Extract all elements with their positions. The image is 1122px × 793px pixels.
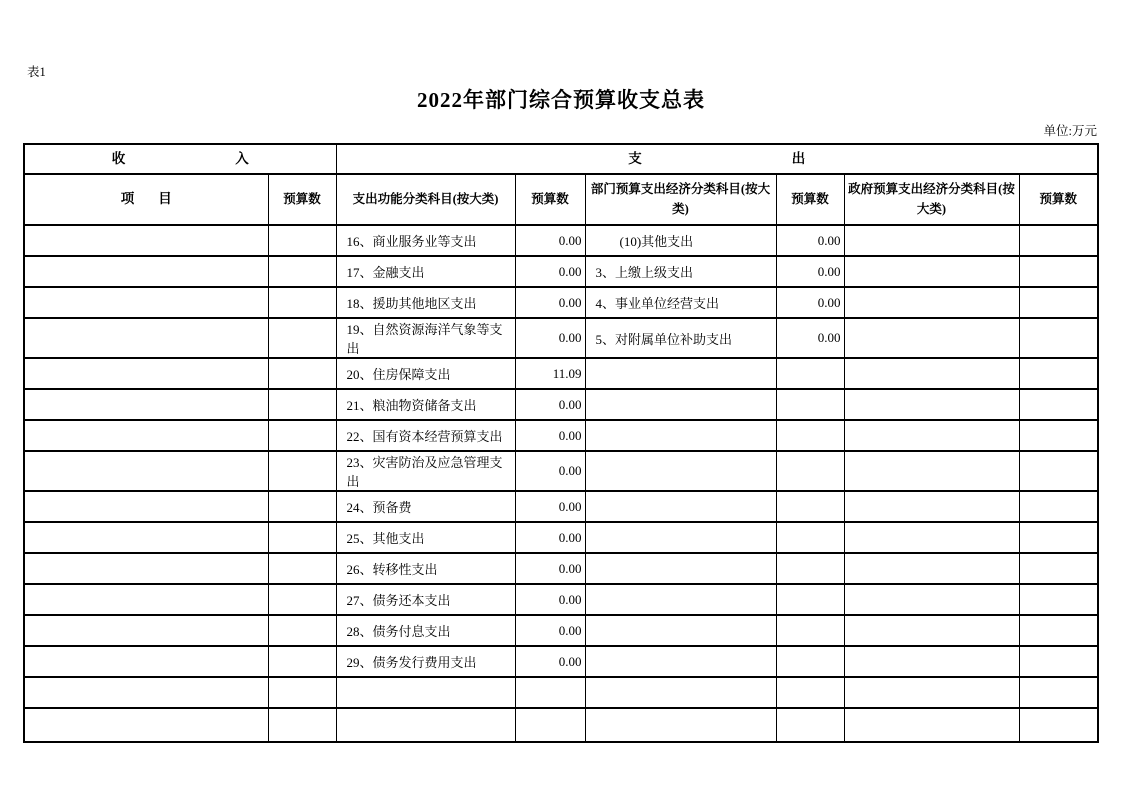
table-row	[24, 646, 1098, 677]
income-budget-cell	[268, 491, 336, 522]
dept-econ-budget-cell	[776, 646, 844, 677]
income-item-cell	[24, 358, 268, 389]
func-item-cell: 29、债务发行费用支出	[336, 646, 515, 677]
income-budget-cell	[268, 358, 336, 389]
gov-econ-item-cell	[844, 451, 1019, 491]
table-row	[24, 677, 1098, 708]
dept-econ-item-cell: 4、事业单位经营支出	[585, 287, 776, 318]
income-item-cell	[24, 225, 268, 256]
income-item-cell	[24, 584, 268, 615]
dept-econ-budget-cell	[776, 677, 844, 708]
gov-econ-budget-cell	[1019, 553, 1098, 584]
gov-econ-item-cell	[844, 646, 1019, 677]
income-budget-cell	[268, 646, 336, 677]
func-item-cell: 20、住房保障支出	[336, 358, 515, 389]
column-header-row	[24, 174, 1098, 225]
income-item-cell	[24, 491, 268, 522]
dept-econ-budget-cell: 0.00	[776, 256, 844, 287]
table-row	[24, 615, 1098, 646]
income-item-cell	[24, 553, 268, 584]
func-item-cell: 16、商业服务业等支出	[336, 225, 515, 256]
dept-econ-item-cell: 5、对附属单位补助支出	[585, 318, 776, 358]
gov-econ-budget-cell	[1019, 708, 1098, 742]
expenditure-section-label: 支 出	[628, 150, 806, 166]
dept-econ-item-cell	[585, 584, 776, 615]
income-item-cell	[24, 451, 268, 491]
income-budget-cell	[268, 522, 336, 553]
table-header	[24, 144, 1098, 225]
gov-econ-item-cell	[844, 584, 1019, 615]
gov-econ-item-cell	[844, 491, 1019, 522]
dept-econ-budget-cell	[776, 553, 844, 584]
dept-econ-item-cell: 3、上缴上级支出	[585, 256, 776, 287]
income-section-header	[24, 144, 336, 174]
func-item-cell: 17、金融支出	[336, 256, 515, 287]
dept-econ-item-cell	[585, 358, 776, 389]
func-budget-cell: 0.00	[515, 584, 585, 615]
func-budget-cell: 0.00	[515, 451, 585, 491]
func-item-cell: 26、转移性支出	[336, 553, 515, 584]
income-item-cell	[24, 420, 268, 451]
gov-econ-item-cell	[844, 615, 1019, 646]
dept-econ-item-cell	[585, 451, 776, 491]
func-item-cell: 25、其他支出	[336, 522, 515, 553]
dept-econ-item-cell	[585, 677, 776, 708]
func-budget-cell	[515, 677, 585, 708]
table-row	[24, 451, 1098, 491]
dept-econ-budget-cell	[776, 708, 844, 742]
func-item-cell: 28、债务付息支出	[336, 615, 515, 646]
income-item-cell	[24, 287, 268, 318]
column-header-income-item-label: 项 目	[120, 191, 172, 207]
table-row	[24, 522, 1098, 553]
income-item-cell	[24, 646, 268, 677]
income-budget-cell	[268, 420, 336, 451]
gov-econ-budget-cell	[1019, 677, 1098, 708]
expenditure-section-header	[336, 144, 1098, 174]
dept-econ-budget-cell: 0.00	[776, 318, 844, 358]
sheet-label: 表1	[27, 65, 46, 79]
gov-econ-item-cell	[844, 256, 1019, 287]
gov-econ-budget-cell	[1019, 225, 1098, 256]
dept-econ-item-cell	[585, 646, 776, 677]
income-budget-cell	[268, 708, 336, 742]
func-budget-cell: 0.00	[515, 553, 585, 584]
gov-econ-budget-cell	[1019, 389, 1098, 420]
column-header-income-budget: 预算数	[268, 174, 336, 225]
dept-econ-budget-cell: 0.00	[776, 225, 844, 256]
dept-econ-budget-cell	[776, 451, 844, 491]
gov-econ-item-cell	[844, 708, 1019, 742]
dept-econ-budget-cell	[776, 491, 844, 522]
table-row	[24, 584, 1098, 615]
func-budget-cell: 0.00	[515, 615, 585, 646]
gov-econ-budget-cell	[1019, 615, 1098, 646]
unit-note: 单位:万元	[1043, 124, 1097, 138]
dept-econ-item-cell	[585, 491, 776, 522]
func-budget-cell: 0.00	[515, 420, 585, 451]
column-header-gov-econ-budget: 预算数	[1019, 174, 1098, 225]
table-row	[24, 318, 1098, 358]
func-budget-cell: 0.00	[515, 318, 585, 358]
gov-econ-item-cell	[844, 225, 1019, 256]
func-item-cell	[336, 708, 515, 742]
dept-econ-budget-cell	[776, 615, 844, 646]
gov-econ-budget-cell	[1019, 646, 1098, 677]
income-section-label: 收 入	[111, 150, 249, 166]
income-budget-cell	[268, 553, 336, 584]
func-budget-cell: 0.00	[515, 389, 585, 420]
income-item-cell	[24, 256, 268, 287]
page-title: 2022年部门综合预算收支总表	[417, 88, 705, 112]
income-budget-cell	[268, 615, 336, 646]
func-item-cell: 27、债务还本支出	[336, 584, 515, 615]
gov-econ-item-cell	[844, 677, 1019, 708]
income-item-cell	[24, 708, 268, 742]
dept-econ-budget-cell	[776, 522, 844, 553]
func-budget-cell: 11.09	[515, 358, 585, 389]
func-budget-cell: 0.00	[515, 256, 585, 287]
func-item-cell: 24、预备费	[336, 491, 515, 522]
func-item-cell: 22、国有资本经营预算支出	[336, 420, 515, 451]
table-row	[24, 287, 1098, 318]
income-item-cell	[24, 677, 268, 708]
income-item-cell	[24, 318, 268, 358]
func-budget-cell: 0.00	[515, 522, 585, 553]
dept-econ-item-cell	[585, 553, 776, 584]
gov-econ-budget-cell	[1019, 491, 1098, 522]
column-header-func-budget: 预算数	[515, 174, 585, 225]
table-row	[24, 491, 1098, 522]
income-budget-cell	[268, 256, 336, 287]
gov-econ-item-cell	[844, 522, 1019, 553]
dept-econ-budget-cell	[776, 358, 844, 389]
table-row	[24, 553, 1098, 584]
dept-econ-budget-cell	[776, 420, 844, 451]
column-header-income-item	[24, 174, 268, 225]
gov-econ-item-cell	[844, 553, 1019, 584]
dept-econ-budget-cell: 0.00	[776, 287, 844, 318]
gov-econ-item-cell	[844, 318, 1019, 358]
table-row	[24, 708, 1098, 742]
func-item-cell: 21、粮油物资储备支出	[336, 389, 515, 420]
column-header-func-class: 支出功能分类科目(按大类)	[336, 174, 515, 225]
section-header-row	[24, 144, 1098, 174]
func-budget-cell	[515, 708, 585, 742]
dept-econ-item-cell	[585, 522, 776, 553]
gov-econ-budget-cell	[1019, 522, 1098, 553]
func-item-cell	[336, 677, 515, 708]
gov-econ-budget-cell	[1019, 256, 1098, 287]
func-budget-cell: 0.00	[515, 287, 585, 318]
table-row	[24, 389, 1098, 420]
gov-econ-budget-cell	[1019, 420, 1098, 451]
table-row	[24, 256, 1098, 287]
dept-econ-budget-cell	[776, 584, 844, 615]
income-budget-cell	[268, 451, 336, 491]
income-item-cell	[24, 522, 268, 553]
income-item-cell	[24, 615, 268, 646]
column-header-dept-econ-class: 部门预算支出经济分类科目(按大类)	[585, 174, 776, 225]
income-budget-cell	[268, 318, 336, 358]
column-header-dept-econ-budget: 预算数	[776, 174, 844, 225]
dept-econ-item-cell	[585, 708, 776, 742]
func-item-cell: 23、灾害防治及应急管理支出	[336, 451, 515, 491]
income-budget-cell	[268, 584, 336, 615]
income-budget-cell	[268, 389, 336, 420]
gov-econ-budget-cell	[1019, 451, 1098, 491]
table-row	[24, 420, 1098, 451]
budget-table	[23, 143, 1099, 743]
gov-econ-item-cell	[844, 420, 1019, 451]
table-body	[24, 225, 1098, 742]
income-budget-cell	[268, 677, 336, 708]
gov-econ-budget-cell	[1019, 287, 1098, 318]
func-budget-cell: 0.00	[515, 491, 585, 522]
income-budget-cell	[268, 287, 336, 318]
gov-econ-budget-cell	[1019, 318, 1098, 358]
dept-econ-item-cell	[585, 615, 776, 646]
gov-econ-item-cell	[844, 287, 1019, 318]
gov-econ-budget-cell	[1019, 584, 1098, 615]
func-item-cell: 18、援助其他地区支出	[336, 287, 515, 318]
income-budget-cell	[268, 225, 336, 256]
dept-econ-item-cell	[585, 420, 776, 451]
gov-econ-item-cell	[844, 389, 1019, 420]
func-item-cell: 19、自然资源海洋气象等支出	[336, 318, 515, 358]
dept-econ-item-cell	[585, 389, 776, 420]
column-header-gov-econ-class: 政府预算支出经济分类科目(按大类)	[844, 174, 1019, 225]
table-row	[24, 225, 1098, 256]
income-item-cell	[24, 389, 268, 420]
func-budget-cell: 0.00	[515, 646, 585, 677]
dept-econ-item-cell: (10)其他支出	[585, 225, 776, 256]
table-row	[24, 358, 1098, 389]
gov-econ-budget-cell	[1019, 358, 1098, 389]
func-budget-cell: 0.00	[515, 225, 585, 256]
gov-econ-item-cell	[844, 358, 1019, 389]
dept-econ-budget-cell	[776, 389, 844, 420]
